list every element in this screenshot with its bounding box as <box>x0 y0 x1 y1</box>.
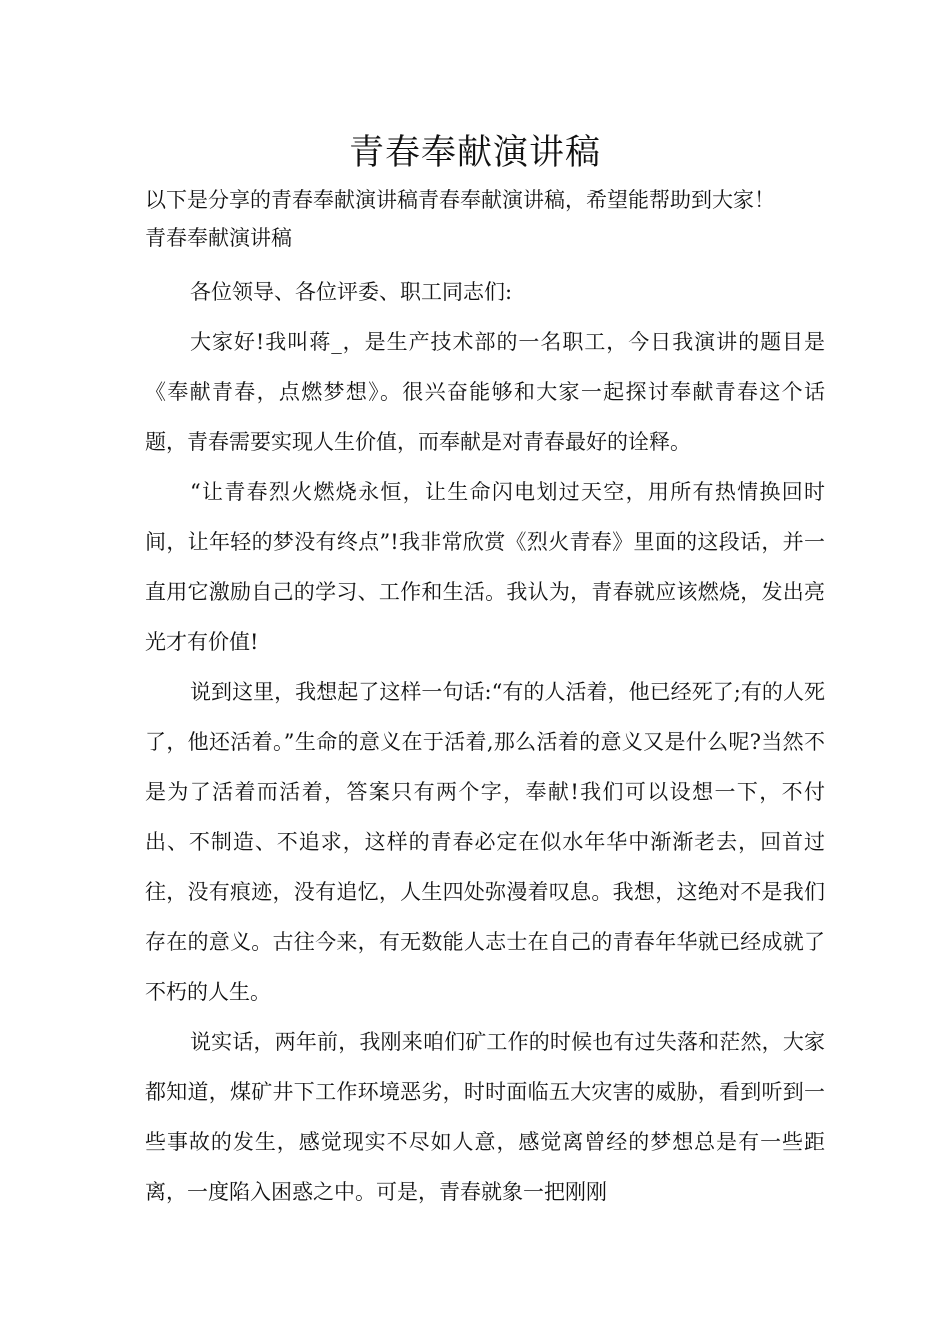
spacer <box>145 257 825 267</box>
paragraph-3: 说到这里，我想起了这样一句话:“有的人活着，他已经死了;有的人死了，他还活着。”生命的意义在于活着,那么活着的意义又是什么呢?当然不是为了活着而活着，答案只有两个字，奉献!我们可以设想一下，不付出、不制造、不追求，这样的青春必定在似水年华中渐渐老去，回首过往，没有痕迹，没有追忆，人生四处弥漫着叹息。我想，这绝对不是我们存在的意义。古往今来，有无数能人志士在自己的青春年华就已经成就了不朽的人生。 <box>145 680 825 1004</box>
paragraph-4: 说实话，两年前，我刚来咱们矿工作的时候也有过失落和茫然，大家都知道，煤矿井下工作环境恶劣，时时面临五大灾害的威胁，看到听到一些事故的发生，感觉现实不尽如人意，感觉离曾经的梦想总是有一些距离，一度陷入困惑之中。可是，青春就象一把刚刚 <box>145 1030 825 1204</box>
paragraph-1: 大家好!我叫蒋_，是生产技术部的一名职工，今日我演讲的题目是《奉献青春，点燃梦想》。很兴奋能够和大家一起探讨奉献青春这个话题，青春需要实现人生价值，而奉献是对青春最好的诠释。 <box>145 330 825 454</box>
document-body <box>145 181 825 1217</box>
paragraph-2: “让青春烈火燃烧永恒，让生命闪电划过天空，用所有热情换回时间，让年轻的梦没有终点”!我非常欣赏《烈火青春》里面的这段话，并一直用它激励自己的学习、工作和生活。我认为，青春就应该燃烧，发出亮光才有价值! <box>145 480 825 654</box>
document-title: 青春奉献演讲稿 <box>348 133 601 173</box>
salutation: 各位领导、各位评委、职工同志们: <box>190 280 513 304</box>
intro-line: 以下是分享的青春奉献演讲稿青春奉献演讲稿，希望能帮助到大家！ <box>145 188 775 212</box>
subtitle-line: 青春奉献演讲稿 <box>145 226 292 250</box>
